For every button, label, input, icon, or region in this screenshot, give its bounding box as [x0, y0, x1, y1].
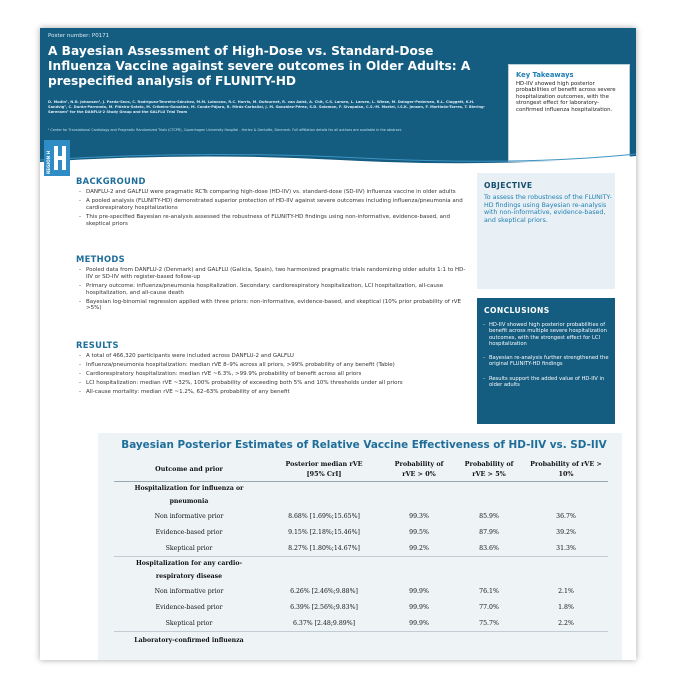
table-title: Bayesian Posterior Estimates of Relative Vaccine Effectiveness of HD-IIV vs. SD-IIV — [121, 439, 607, 451]
poster-title: A Bayesian Assessment of High-Dose vs. Standard-Dose Influenza Vaccine against severe outcomes in Older Adults: A prespecified analysis of FLUNITY-HD — [48, 44, 471, 88]
key-takeaways-text: HD-IIV showed high posterior probabilities of benefit across severe hospitalization outcomes, with the strongest effect for laboratory-confirmed influenza hospitalization. — [516, 81, 616, 113]
results-title: RESULTS — [76, 340, 119, 350]
table-group-row — [114, 557, 608, 584]
group-label: Hospitalization for influenza or pneumonia — [114, 482, 264, 509]
objective-box — [477, 173, 615, 289]
conclusions-box — [477, 298, 615, 424]
table-group-row — [114, 482, 608, 509]
poster-number: Poster number: P0171 — [48, 33, 110, 39]
header-wave-decoration — [40, 152, 636, 166]
key-takeaways-title: Key Takeaways — [516, 71, 574, 79]
list-item: - Primary outcome: influenza/pneumonia hospitalization. Secondary: cardiorespiratory hospitalization, LCI hospitalization, all-cause hospitalization, and all-cause death — [78, 283, 466, 297]
methods-list — [78, 267, 466, 314]
list-item: - Bayesian re-analysis further strengthened the original FLUNITY-HD findings — [482, 355, 610, 368]
results-list — [78, 353, 468, 398]
table-row: Skeptical prior 6.37% [2.48;9.89%] 99.9% 75.7% 2.2% — [165, 619, 574, 627]
col-header-p5: Probability of rVE > 5% — [454, 457, 524, 482]
list-item: - HD-IIV showed high posterior probabilities of benefit across multiple severe hospitalization outcomes, with the strongest effect for LCI hospitalization — [482, 322, 610, 347]
list-item: - LCI hospitalization: median rVE ~32%, 100% probability of exceeding both 5% and 10% thresholds under all priors — [78, 380, 468, 387]
background-title: BACKGROUND — [76, 176, 146, 186]
table-row: Evidence-based prior 9.15% [2.18%;15.46%] 99.5% 87.9% 39.2% — [155, 528, 576, 536]
objective-text: To assess the robustness of the FLUNITY-HD findings using Bayesian re-analysis with non-informative, evidence-based, and skeptical priors. — [484, 194, 612, 224]
col-header-p10: Probability of rVE > 10% — [524, 457, 608, 482]
background-list — [78, 189, 466, 230]
list-item: - Pooled data from DANFLU-2 (Denmark) and GALFLU (Galicia, Spain), two harmonized pragmatic trials randomizing older adults 1:1 to HD-IIV or SD-IIV with register-based follow-up — [78, 267, 466, 281]
key-takeaways-box — [508, 64, 630, 162]
list-item: - Results support the added value of HD-IIV in older adults — [482, 376, 610, 389]
list-item: - All-cause mortality: median rVE ~1.2%, 62–63% probability of any benefit — [78, 389, 468, 396]
col-header-p0: Probability of rVE > 0% — [384, 457, 454, 482]
table-row: Evidence-based prior 6.39% [2.56%;9.83%] 99.9% 77.0% 1.8% — [155, 603, 574, 611]
region-h-logo — [44, 140, 70, 176]
list-item: - Influenza/pneumonia hospitalization: median rVE 8–9% across all priors, >99% probability of any benefit (Table) — [78, 362, 468, 369]
table-group-row — [114, 632, 608, 649]
list-item: - Cardiorespiratory hospitalization: median rVE ~6.3%, >99.9% probability of benefit across all priors — [78, 371, 468, 378]
col-header-outcome: Outcome and prior — [114, 457, 264, 482]
list-item: - A pooled analysis (FLUNITY-HD) demonstrated superior protection of HD-IIV against severe outcomes including influenza/pneumonia and cardiorespiratory hospitalizations — [78, 198, 466, 212]
table-header-row — [114, 457, 608, 482]
conclusions-list — [482, 322, 610, 396]
methods-title: METHODS — [76, 254, 125, 264]
objective-title: OBJECTIVE — [484, 181, 533, 190]
poster-header — [40, 28, 636, 166]
list-item: - A total of 466,320 participants were included across DANFLU-2 and GALFLU — [78, 353, 468, 360]
table-row: Skeptical prior 8.27% [1.80%;14.67%] 99.2% 83.6% 31.3% — [165, 544, 576, 552]
list-item: - DANFLU-2 and GALFLU were pragmatic RCTs comparing high-dose (HD-IIV) vs. standard-dose (SD-IIV) influenza vaccine in older adults — [78, 189, 466, 196]
list-item: - This pre-specified Bayesian re-analysis assessed the robustness of FLUNITY-HD findings using non-informative, evidence-based, and skeptical priors — [78, 214, 466, 228]
table-row: Non informative prior 6.26% [2.46%;9.88%] 99.9% 76.1% 2.1% — [154, 587, 574, 595]
table-row: Non informative prior 8.68% [1.69%;15.65%] 99.3% 85.9% 36.7% — [154, 512, 576, 520]
col-header-median: Posterior median rVE [95% CrI] — [264, 457, 384, 482]
group-label: Laboratory-confirmed influenza — [114, 632, 264, 649]
affiliations: ¹ Center for Translational Cardiology and Pragmatic Randomized Trials (CTCPR), Copenhagen University Hospital - Herlev & Gentofte, Denmark. Full affiliation details for all authors are available in the abstract. — [48, 128, 403, 132]
list-item: - Bayesian log-binomial regression applied with three priors: non-informative, evidence-based, and skeptical (10% prior probability of rVE >5%) — [78, 299, 466, 313]
results-table-panel — [98, 433, 622, 660]
group-label: Hospitalization for any cardio- respiratory disease — [114, 557, 264, 584]
logo-text: REGION H — [46, 150, 51, 174]
poster — [40, 28, 636, 660]
conclusions-title: CONCLUSIONS — [484, 306, 550, 315]
author-list: D. Modin¹, N.D. Johansen¹, J. Pardo-Seco, C. Rodríguez-Tenreiro-Sánchez, M.M. Loiacono, R.C. Harris, M. Dufournet, R. van Aalst, A. Chit, C.S. Larsen, L. Larsen, L. Wiese, M. Dalager-Pedersen, R.L. Claggett, K.H. Sandvig¹, C. Durán-Parrondo, M. Piñeiro-Sotelo, M. Cribeiro-González, M. Conde-Pájaro, R. Mirás-Carballal, J. M. González-Pérez, S.D. Solomon, F. Sivapalan, C.S.-M. Martel, I.S.K. Jensen, F. Martinón-Torres, T. Biering-Sørensen¹ for the DANFLU-2 Study Group and the GALFLU Trial Team — [48, 100, 486, 114]
results-table — [114, 457, 608, 648]
